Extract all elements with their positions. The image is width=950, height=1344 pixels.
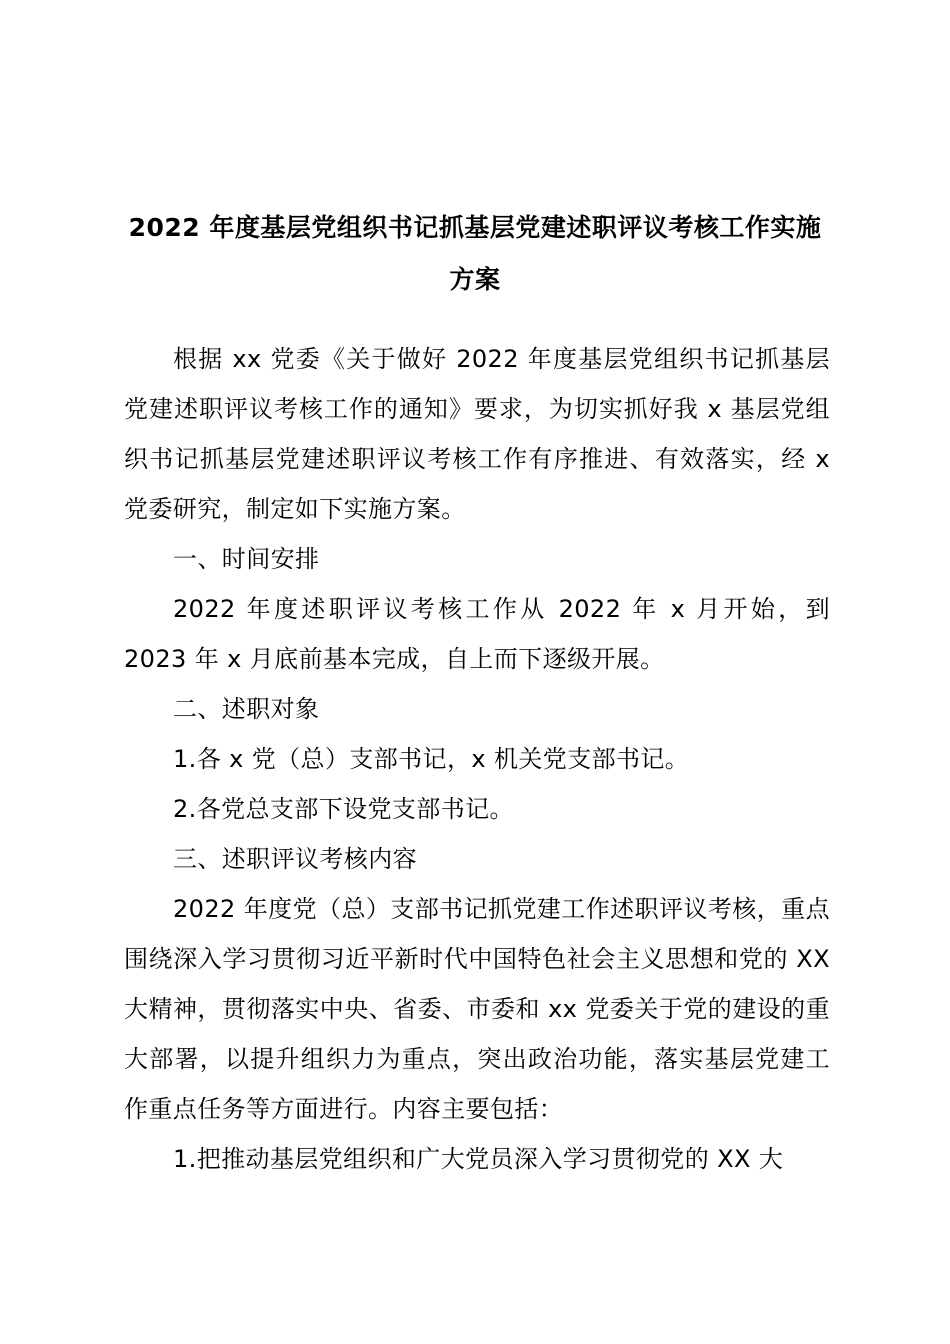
heading-report-targets: 二、述职对象	[173, 695, 320, 723]
paragraph-intro: 根据 xx 党委《关于做好 2022 年度基层党组织书记抓基层党建述职评议考核工作的通知》要求，为切实抓好我 x 基层党组织书记抓基层党建述职评议考核工作有序推进、有效落实，经 x 党委研究，制定如下实施方案。	[124, 345, 830, 523]
paragraph-target-1: 1.各 x 党（总）支部书记，x 机关党支部书记。	[173, 745, 690, 773]
document-title-line-1: 2022 年度基层党组织书记抓基层党建述职评议考核工作实施	[128, 213, 822, 242]
heading-time-arrangement: 一、时间安排	[173, 545, 320, 573]
paragraph-target-2: 2.各党总支部下设党支部书记。	[173, 795, 514, 823]
heading-assessment-content: 三、述职评议考核内容	[173, 845, 417, 873]
paragraph-content: 2022 年度党（总）支部书记抓党建工作述职评议考核，重点围绕深入学习贯彻习近平新时代中国特色社会主义思想和党的 XX 大精神，贯彻落实中央、省委、市委和 xx 党委关于党的建设的重大部署，以提升组织力为重点，突出政治功能，落实基层党建工作重点任务等方面进行。内容主要包括：	[124, 895, 830, 1123]
paragraph-content-item-1: 1.把推动基层党组织和广大党员深入学习贯彻党的 XX 大	[173, 1145, 784, 1173]
paragraph-time: 2022 年度述职评议考核工作从 2022 年 x 月开始，到 2023 年 x 月底前基本完成，自上而下逐级开展。	[124, 595, 830, 673]
document-body	[124, 334, 830, 1184]
document-title-line-2: 方案	[449, 265, 501, 294]
